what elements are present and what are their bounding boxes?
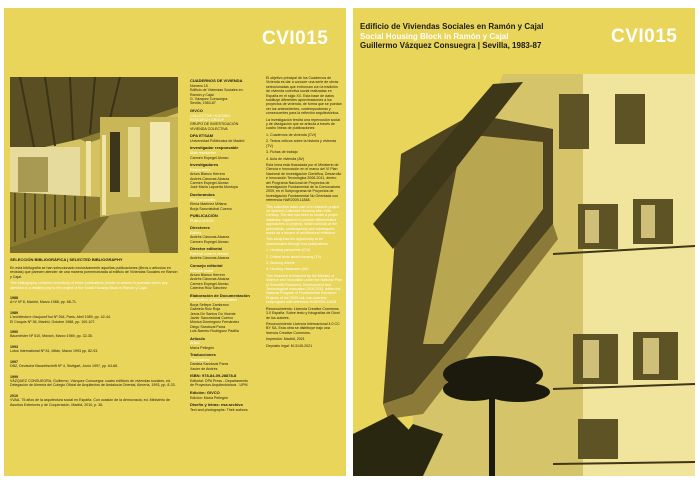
credit-line: Editorial: DPA Press - Departamento bbox=[190, 379, 249, 384]
credit-line: José María Lapuerta Montoya bbox=[190, 185, 238, 190]
title-block bbox=[360, 22, 600, 51]
credit-english-line: COLLECTIVE HOUSING bbox=[190, 113, 231, 118]
bibliography-year: 1997 bbox=[10, 359, 18, 364]
intro-paragraph: 3. Working sheets bbox=[266, 261, 295, 266]
bibliography-entry: A+V Nº 8, Madrid, Marzo 1988, pp. 68-71. bbox=[10, 300, 77, 305]
credit-line: de Proyectos Arquitectónicos - UPM bbox=[190, 383, 248, 388]
credit-heading: Directores bbox=[190, 225, 210, 231]
credit-line: Andrés Cánovas Alcaraz bbox=[190, 256, 230, 261]
credit-line: Andrés Cánovas Alcaraz bbox=[190, 277, 230, 282]
credit-line: Edificio de Viviendas Sociales en bbox=[190, 88, 243, 93]
intro-paragraph: El objetivo principal de los Cuadernos de Vivienda es dar a conocer una serie de obras seleccionadas que entroncan con la tradición de vivienda colectiva social realizadas en España en el siglo XX. Esta base de datos sustituye diferentes aproximaciones a los proyectos de vivienda, de forma que se puedan ver los antecedentes, contemporáneas y consecuentes para la reflexión arquitectónica. bbox=[266, 76, 342, 116]
intro-paragraph: This study has the opportunity to be disseminated through four publications: bbox=[266, 237, 329, 246]
intro-text-column bbox=[266, 76, 342, 350]
credit-english-line: Editorial content director bbox=[190, 251, 229, 256]
credit-heading: Investigadores bbox=[190, 162, 219, 168]
bibliography-entry: VVAA. 75 años de la arquitectura social en España. Con ocasión de la democracia, ed. Ministerio de Asuntos Exteriores y de Cooperación, Madrid, 2010, p. 36. bbox=[10, 398, 170, 407]
credit-line: Andrés Cánovas Alcaraz bbox=[190, 235, 230, 240]
credit-line: Diego Sandoval Parra bbox=[190, 324, 226, 329]
gallery-photo bbox=[10, 77, 178, 253]
intro-paragraph: Depósito legal: M-3145-2021 bbox=[266, 343, 313, 348]
intro-paragraph: 4. Aula de vivienda (AV) bbox=[266, 156, 305, 161]
bibliography-year: 1989 bbox=[10, 310, 18, 315]
intro-paragraph: Reconocimiento: Licencia Creative Commons 3.0 España. Sobre texto y fotografías de Dioni de los autores. bbox=[266, 306, 340, 320]
credit-line: Andrés Cánovas Alcaraz bbox=[190, 176, 230, 181]
credit-line: Edición: María Pellegrin bbox=[190, 395, 228, 400]
intro-paragraph: 3. Fichas de trabajo bbox=[266, 150, 298, 155]
intro-paragraph: This research is financed by the Ministry of Science and Innovation under the National Plan of Scientific Research, Development and Technological Innovation 2008-2011, within the National Program of Fundamental Research Projects of the 2009 call, non-oriented subprogram with reference HAR2009-11848. bbox=[266, 273, 342, 305]
credit-english-line: Editorial board bbox=[190, 268, 214, 273]
credit-heading: CUADERNOS DE VIVIENDA bbox=[190, 78, 243, 83]
credit-heading: Artículo bbox=[190, 335, 206, 341]
credit-line: Sevilla, 1983-87 bbox=[190, 101, 216, 106]
title-spanish: Edificio de Viviendas Sociales en Ramón y Cajal bbox=[360, 22, 544, 31]
credit-line: Arturo Blanco Herrero bbox=[190, 272, 225, 277]
credit-line: Arturo Blanco Herrero bbox=[190, 172, 225, 177]
credit-line: Borja Sancristóbal Cuervo bbox=[190, 206, 232, 211]
credit-line: G. Vázquez Consuegra bbox=[190, 97, 228, 102]
credit-line: Caterina Ruiz Sánchez bbox=[190, 286, 227, 291]
intro-paragraph: This collection takes part of a research project on Spanish Collective Housing after 20th Century. The aim has been to create a proper database organized to provide differentiated approaches to projects, which will look at the precedents, contemporary and subsequent works as a means of architectural reflection. bbox=[266, 204, 340, 235]
credit-line: Xavier de Andrés bbox=[190, 366, 218, 371]
intro-paragraph: La investigación tendrá una repercusión social y de divulgación que se articula a través de cuatro líneas de publicaciones: bbox=[266, 117, 340, 131]
building-illustration bbox=[353, 74, 695, 476]
bibliography-year: 1999 bbox=[10, 374, 18, 379]
credit-english-line: Main researcher bbox=[190, 151, 216, 156]
intro-paragraph: 2. Textos críticos sobre la historia y vivienda (TV) bbox=[266, 139, 337, 148]
intro-paragraph: Impresión: Madrid, 2021 bbox=[266, 337, 305, 342]
credit-line: Carmen Espegel Alonso bbox=[190, 239, 229, 244]
building-photo bbox=[353, 74, 695, 476]
credit-heading: GIVCO bbox=[190, 107, 203, 113]
credit-heading: Elaboración de Documentación bbox=[190, 292, 250, 298]
intro-paragraph: 2. Critical texts about housing (TV) bbox=[266, 254, 322, 259]
bibliography-intro: En esta bibliografía se han seleccionado exclusivamente aquellas publicaciones (libros o artículos en revistas) que parecen atender de una manera pormenorizada al edificio de Viviendas Sociales en Ramón y Cajal. bbox=[10, 266, 178, 279]
credit-line: Daniela Sandoval Parra bbox=[190, 362, 228, 367]
author-line: Guillermo Vázquez Consuegra | Sevilla, 1983-87 bbox=[360, 41, 542, 50]
credit-line: Universidad Politécnica de Madrid bbox=[190, 139, 245, 144]
bibliography-intro-en: This bibliography contains exclusively of those publications (books or articles in journals) which pay attention in a detailed way to the project of the Social Housing Block in Ramón y Cajal. bbox=[10, 281, 168, 290]
credit-line: Jesús De Santos Du Vicente bbox=[190, 311, 236, 316]
credit-english-line: Translations bbox=[190, 358, 210, 363]
collection-code: CVI015 bbox=[611, 26, 678, 47]
credit-heading: ISBN: 978-84-09-28878-8 bbox=[190, 373, 237, 379]
credit-english-line: PUBLICATION bbox=[190, 218, 214, 223]
bibliography-year: 2010 bbox=[10, 393, 18, 398]
intro-paragraph: Esta línea está financiada por el Ministerio de Ciencia e Innovación en el marco del VI Plan Nacional de Investigación Científica, Desarrollo e Innovación Tecnológica 2008-2011, dentro del Programa Nacional de Proyectos de Investigación Fundamental de la Convocatoria 2009, en el Subprograma de Proyectos de Investigación Fundamental No Orientada con referencia HAR2009-11848. bbox=[266, 162, 342, 203]
credit-line: María Pellegrin bbox=[190, 345, 215, 350]
bibliography-list bbox=[10, 296, 178, 407]
credit-line: Text and photographs: Their authors bbox=[190, 407, 248, 412]
credit-line: Ramón y Cajal bbox=[190, 92, 214, 97]
title-english: Social Housing Block in Ramón y Cajal bbox=[360, 31, 509, 41]
credit-line: Luis Barreto Rodríguez Padilla bbox=[190, 329, 239, 334]
credit-english-line: Elaboration of documentation bbox=[190, 298, 237, 303]
credit-line: VIVIENDA COLECTIVA bbox=[190, 126, 228, 131]
intro-paragraph: 1. Cuadernos de vivienda (CVI) bbox=[266, 132, 317, 137]
credit-heading: Edición: GIVCO bbox=[190, 389, 220, 395]
credit-english-line: RESEARCH GROUP bbox=[190, 118, 225, 123]
credit-heading: DPA ETSAM bbox=[190, 133, 214, 139]
credit-line: Carmen Espegel Alonso bbox=[190, 181, 229, 186]
credit-line: GRUPO DE INVESTIGACIÓN bbox=[190, 122, 239, 127]
gallery-illustration bbox=[10, 77, 178, 253]
bibliography-entry: El Croquis Nº 36, Madrid, Octubre 1988, pp. 100-107. bbox=[10, 319, 96, 324]
credit-line: Carmen Espegel Alonso bbox=[190, 281, 229, 286]
credit-line: Número 15 bbox=[190, 83, 208, 88]
intro-paragraph: Reconocimiento Licencia Internacional 4.0 CC BY SA. Esta obra se distribuye bajo una licencia Creative Commons. bbox=[266, 321, 340, 335]
bibliography-year: 1993 bbox=[10, 344, 18, 349]
intro-paragraph: 1. Housing pamphlets (CVI) bbox=[266, 248, 311, 253]
credit-heading: Diseño y letras: esa archivo bbox=[190, 402, 243, 408]
credit-line: Elena Martínez Millana bbox=[190, 202, 227, 207]
credits-column bbox=[190, 76, 262, 412]
bibliography-heading: SELECCIÓN BIBLIOGRÁFICA | SELECTED BIBLIOGRAPHY bbox=[10, 257, 123, 262]
credit-english-line: PhD candidates bbox=[190, 197, 216, 202]
left-page bbox=[4, 8, 346, 476]
bibliography-year: 1990 bbox=[10, 330, 18, 335]
bibliography-entry: Lotus International Nº 81, Milán, Marzo 1993 pp. 82-93. bbox=[10, 349, 99, 354]
credit-line: Borja Sellepe Zambrano bbox=[190, 302, 229, 307]
credit-english-line: Article bbox=[190, 341, 200, 346]
credit-heading: Traducciones bbox=[190, 352, 216, 358]
credit-heading: PUBLICACIÓN bbox=[190, 212, 218, 218]
credit-heading: Director editorial bbox=[190, 246, 223, 252]
credit-line: Carmen Espegel Alonso bbox=[190, 155, 229, 160]
credit-heading: Investigador responsable bbox=[190, 145, 239, 151]
bibliography-entry: DBZ, Deutsche Bauzeitschrift Nº 4, Stuttgart, Junio 1997, pp. 64-68. bbox=[10, 364, 119, 369]
bibliography-entry: Baumeister Nº 510, Múnich, Marzo 1989, pp. 32-35. bbox=[10, 334, 93, 339]
credit-english-line: Editors bbox=[190, 230, 202, 235]
credit-english-line: Researchers bbox=[190, 167, 211, 172]
credit-line: Javier Sancristóbal Cuervo bbox=[190, 315, 233, 320]
bibliography bbox=[10, 266, 178, 407]
credit-heading: Consejo editorial bbox=[190, 262, 223, 268]
right-page bbox=[353, 8, 695, 476]
bibliography-year: 1988 bbox=[10, 296, 18, 301]
bibliography-entry: L'architecture d'aujourd'hui Nº 264, Paris, Abril 1989, pp. 42-44. bbox=[10, 315, 111, 320]
intro-paragraph: 4. Housing classroom (AV) bbox=[266, 267, 309, 272]
credit-line: Mónica Domínguez Fernández bbox=[190, 320, 240, 325]
credit-heading: Doctorandos bbox=[190, 191, 215, 197]
collection-code: CVI015 bbox=[262, 28, 329, 49]
credit-line: Gabriela Ruiz Roja bbox=[190, 307, 221, 312]
bibliography-entry: VÁZQUEZ CONSUEGRA, Guillermo. Vázquez Consuegra: cuatro edificios de viviendas sociales, ed. Delegación de Almería del Colegio Oficial de Arquitectos de Andalucía Oriental, Almería, 1993, pp. 8-33. bbox=[10, 378, 176, 388]
